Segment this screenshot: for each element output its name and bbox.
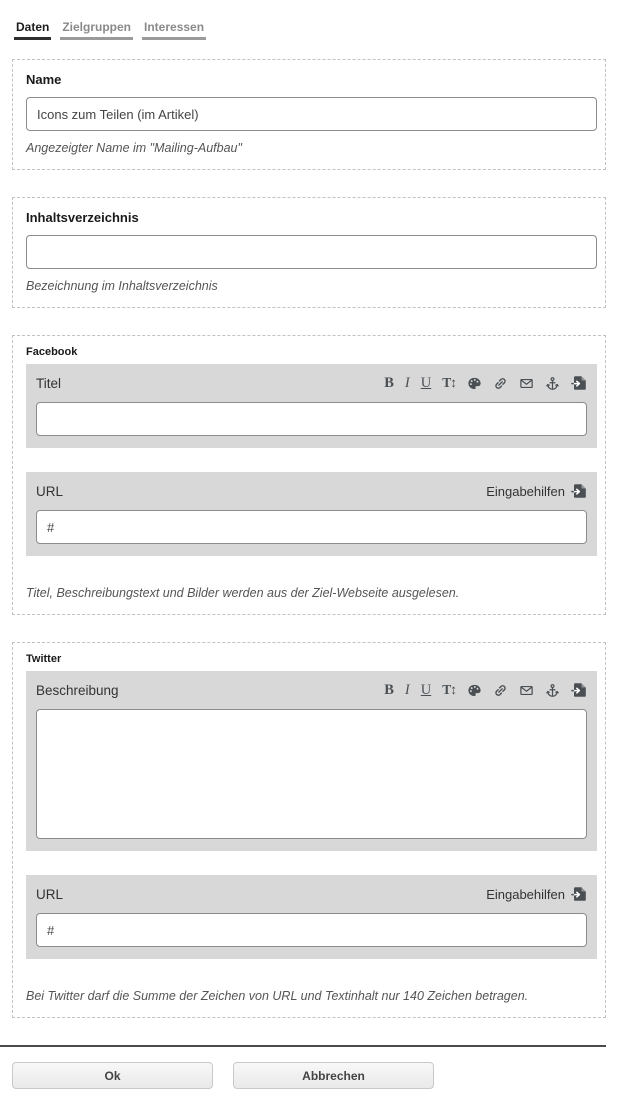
twitter-url-input[interactable]: [36, 913, 587, 947]
name-help-text: Angezeigter Name im "Mailing-Aufbau": [26, 141, 242, 155]
facebook-title-panel: [26, 364, 597, 448]
beschreibung-label: Beschreibung: [36, 682, 119, 698]
underline-button[interactable]: U: [420, 374, 432, 391]
button-row: [12, 1062, 606, 1089]
underline-button[interactable]: U: [420, 681, 432, 698]
footer-divider: [0, 1045, 606, 1047]
bold-button[interactable]: B: [384, 681, 394, 698]
section-inhaltsverzeichnis: [12, 197, 606, 308]
tab-interessen[interactable]: Interessen: [142, 20, 206, 40]
twitter-description-header: [36, 680, 587, 700]
facebook-url-input[interactable]: [36, 510, 587, 544]
facebook-url-panel: [26, 472, 597, 556]
envelope-icon[interactable]: [519, 683, 534, 698]
name-label: Name: [26, 72, 62, 87]
tab-zielgruppen[interactable]: Zielgruppen: [60, 20, 133, 40]
anchor-icon[interactable]: [545, 376, 560, 391]
envelope-icon[interactable]: [519, 376, 534, 391]
italic-button[interactable]: I: [404, 374, 410, 391]
insert-page-icon: [571, 483, 587, 499]
twitter-url-panel: [26, 875, 597, 959]
twitter-description-panel: [26, 671, 597, 851]
font-size-button[interactable]: T↕: [442, 375, 456, 391]
section-name: [12, 59, 606, 170]
font-size-button[interactable]: T↕: [442, 682, 456, 698]
insert-page-icon[interactable]: [571, 375, 587, 391]
ok-button[interactable]: Ok: [12, 1062, 213, 1089]
palette-icon[interactable]: [467, 376, 482, 391]
insert-page-icon: [571, 886, 587, 902]
tab-daten[interactable]: Daten: [14, 20, 51, 40]
url-label: URL: [36, 483, 64, 499]
titel-label: Titel: [36, 375, 62, 391]
cancel-button[interactable]: Abbrechen: [233, 1062, 434, 1089]
anchor-icon[interactable]: [545, 683, 560, 698]
bold-button[interactable]: B: [384, 374, 394, 391]
richtext-toolbar: [384, 375, 587, 391]
richtext-toolbar: [384, 682, 587, 698]
eingabehilfen-label: Eingabehilfen: [486, 483, 565, 499]
eingabehilfen-button[interactable]: [486, 886, 587, 902]
facebook-url-header: [36, 481, 587, 501]
facebook-label: Facebook: [26, 346, 78, 358]
facebook-help-text: Titel, Beschreibungstext und Bilder werden aus der Ziel-Webseite ausgelesen.: [26, 586, 460, 600]
twitter-beschreibung-textarea[interactable]: [36, 709, 587, 839]
section-facebook: [12, 335, 606, 615]
facebook-title-header: [36, 373, 587, 393]
eingabehilfen-button[interactable]: [486, 483, 587, 499]
link-icon[interactable]: [493, 683, 508, 698]
eingabehilfen-label: Eingabehilfen: [486, 886, 565, 902]
tab-bar: [14, 20, 606, 40]
twitter-url-header: [36, 884, 587, 904]
twitter-help-text: Bei Twitter darf die Summe der Zeichen von URL und Textinhalt nur 140 Zeichen betragen.: [26, 989, 529, 1003]
twitter-label: Twitter: [26, 653, 62, 665]
facebook-titel-input[interactable]: [36, 402, 587, 436]
toc-label: Inhaltsverzeichnis: [26, 210, 139, 225]
toc-help-text: Bezeichnung im Inhaltsverzeichnis: [26, 279, 218, 293]
toc-input[interactable]: [26, 235, 597, 269]
insert-page-icon[interactable]: [571, 682, 587, 698]
section-twitter: [12, 642, 606, 1018]
italic-button[interactable]: I: [404, 681, 410, 698]
palette-icon[interactable]: [467, 683, 482, 698]
name-input[interactable]: [26, 97, 597, 131]
link-icon[interactable]: [493, 376, 508, 391]
url-label: URL: [36, 886, 64, 902]
